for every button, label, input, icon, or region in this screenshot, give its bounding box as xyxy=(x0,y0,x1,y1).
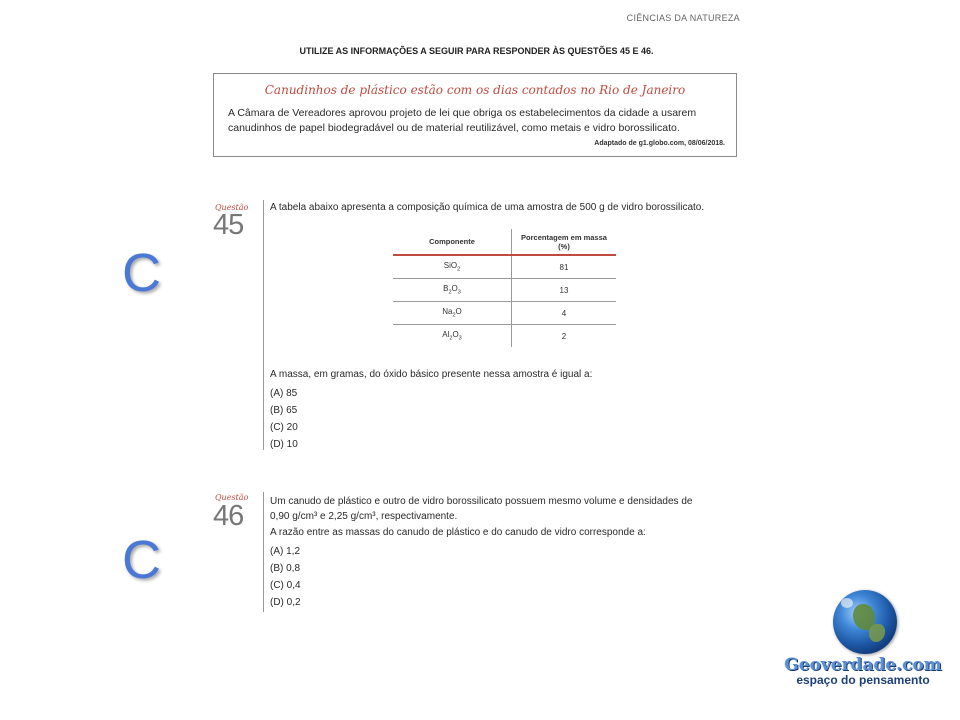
q45-option-c: (C) 20 xyxy=(270,422,298,433)
percentage-cell: 4 xyxy=(512,302,617,325)
component-cell: $Na_2O$ xyxy=(393,302,512,325)
percentage-cell: 13 xyxy=(512,279,617,302)
q45-answer: C xyxy=(122,243,161,303)
q46-label: Questão xyxy=(215,493,249,502)
q46-option-c: (C) 0,4 xyxy=(270,580,301,591)
table-header-component: Componente xyxy=(393,229,512,255)
table-header-percentage: Porcentagem em massa (%) xyxy=(512,229,617,255)
instruction-heading: UTILIZE AS INFORMAÇÕES A SEGUIR PARA RESPONDER ÀS QUESTÕES 45 E 46. xyxy=(299,46,654,56)
q46-option-b: (B) 0,8 xyxy=(270,563,301,574)
q46-divider xyxy=(263,492,264,612)
globe-land xyxy=(869,624,885,642)
brand-tagline: espaço do pensamento xyxy=(796,673,930,687)
table-row xyxy=(393,279,616,302)
q46-number: 46 xyxy=(213,500,244,532)
percentage-cell: 2 xyxy=(561,331,567,341)
brand-name: Geoverdade.com xyxy=(784,655,942,675)
q45-option-a: (A) 85 xyxy=(270,388,298,399)
component-cell: SiO$_2$ xyxy=(393,255,512,279)
q46-statement-line2: 0,90 g/cm³ e 2,25 g/cm³, respectivamente. xyxy=(270,511,458,522)
reference-source: Adaptado de g1.globo.com, 08/06/2018. xyxy=(594,140,725,147)
table-row xyxy=(393,325,616,348)
component-cell: $B_2O_3$ xyxy=(393,279,512,302)
q45-divider xyxy=(263,200,264,450)
q45-statement: A tabela abaixo apresenta a composição química de uma amostra de 500 g de vidro borossilicato. xyxy=(270,202,705,213)
table-row xyxy=(393,255,616,279)
q45-number: 45 xyxy=(213,209,244,241)
table-header-row xyxy=(393,229,616,255)
percentage-cell: 81 xyxy=(512,255,617,279)
q45-label: Questão xyxy=(215,203,249,212)
q46-question: A razão entre as massas do canudo de plástico e do canudo de vidro corresponde a: xyxy=(270,527,646,538)
q45-option-d: (D) 10 xyxy=(270,439,298,450)
component-cell: $Al_2O_3$ xyxy=(393,325,512,348)
q46-option-a: (A) 1,2 xyxy=(270,546,301,557)
reference-body: A Câmara de Vereadores aprovou projeto de lei que obriga os estabelecimentos da cidade a usarem canudinhos de papel biodegradável ou de material reutilizável, como metais e vidro borossilicato. xyxy=(228,107,697,134)
composition-table xyxy=(393,229,616,347)
globe-icon xyxy=(833,590,897,654)
q45-question: A massa, em gramas, do óxido básico presente nessa amostra é igual a: xyxy=(270,369,593,380)
table-row xyxy=(393,302,616,325)
q46-statement-line1: Um canudo de plástico e outro de vidro borossilicato possuem mesmo volume e densidades de xyxy=(270,496,693,507)
globe-cloud xyxy=(841,598,853,608)
subject-header: CIÊNCIAS DA NATUREZA xyxy=(626,13,740,23)
q46-option-d: (D) 0,2 xyxy=(270,597,301,608)
reference-title: Canudinhos de plástico estão com os dias contados no Rio de Janeiro xyxy=(264,83,686,97)
q46-answer: C xyxy=(122,530,161,590)
q45-option-b: (B) 65 xyxy=(270,405,298,416)
